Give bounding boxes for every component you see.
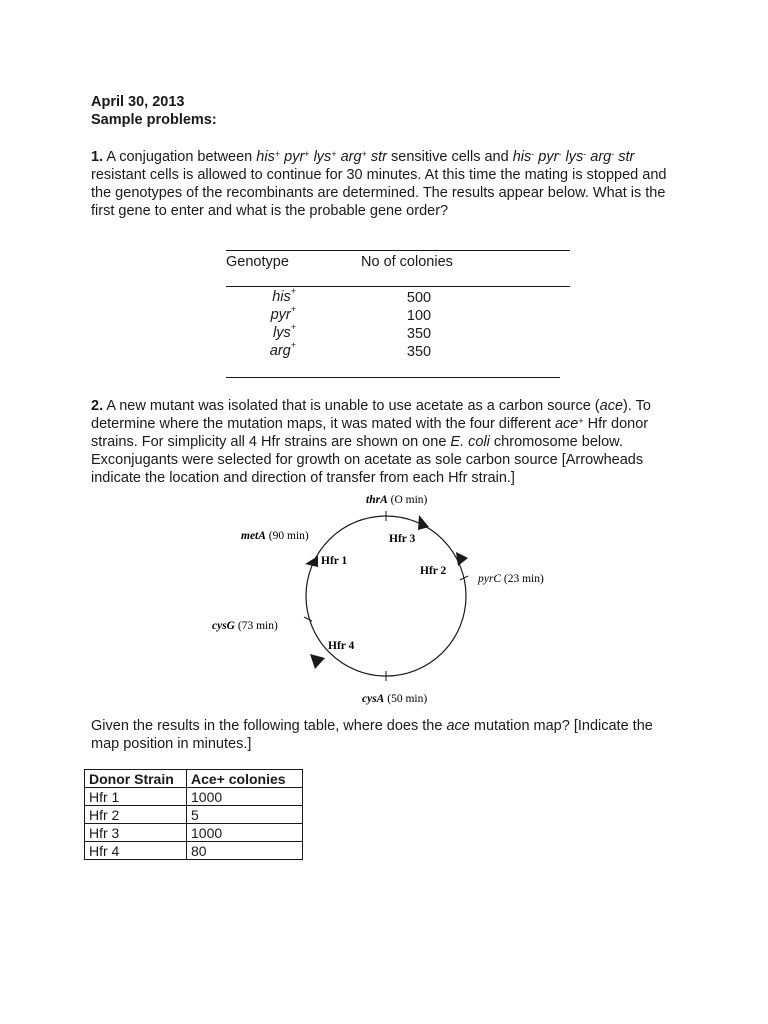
table-row: Hfr 4 80 [85,842,303,860]
problem-2-number: 2. [91,398,104,414]
colonies-header: No of colonies [361,254,453,270]
table-header-row [85,770,303,788]
gene-label-pyrC: pyrC (23 min) [478,573,544,585]
genotype-header: Genotype [226,254,289,270]
hfr2-label: Hfr 2 [420,565,447,577]
table-row: Hfr 2 5 [85,806,303,824]
problem-1-text: 1. A conjugation between his+ pyr+ lys+ arg+ str sensitive cells and his- pyr- lys- arg- str resistant cells is allowed to continue for 30 minutes. At this time the mating is stopped and the genotypes of the recombinants are determined. The results appear below. What is the first gene to enter and what is the probable gene order? [91,149,667,219]
hfr4-arrowhead [310,654,325,669]
question-text: Given the results in the following table, where does the ace mutation map? [Indicate the map position in minutes.] [91,718,653,752]
donor-strain-header: Donor Strain [85,770,187,788]
hfr1-arrowhead [305,556,318,567]
gene-label-cysG: cysG (73 min) [212,620,278,632]
problem-1-number: 1. [91,149,104,165]
tick-cysG [304,617,312,621]
table-row: Hfr 3 1000 [85,824,303,842]
hfr4-label: Hfr 4 [328,640,355,652]
hfr3-label: Hfr 3 [389,533,416,545]
problem-2-text: 2. A new mutant was isolated that is unable to use acetate as a carbon source (ace). To determine where the mutation maps, it was mated with the four different ace+ Hfr donor strains. For simplicity all 4 Hfr strains are shown on one E. coli chromosome below. Exconjugants were selected for growth on acetate as sole carbon source [Arrowheads indicate the location and direction of transfer from each Hfr strain.] [91,398,651,486]
document-date: April 30, 2013 [91,94,185,110]
gene-label-metA: metA (90 min) [241,530,309,542]
section-heading: Sample problems: [91,112,217,128]
gene-label-thrA: thrA (O min) [366,494,428,506]
hfr2-arrowhead [456,552,468,566]
chromosome-circle [306,516,466,676]
hfr1-label: Hfr 1 [321,555,348,567]
gene-label-cysA: cysA (50 min) [362,693,428,705]
table-row: Hfr 1 1000 [85,788,303,806]
donor-strain-table [84,769,303,860]
ace-colonies-header: Ace+ colonies [187,770,303,788]
